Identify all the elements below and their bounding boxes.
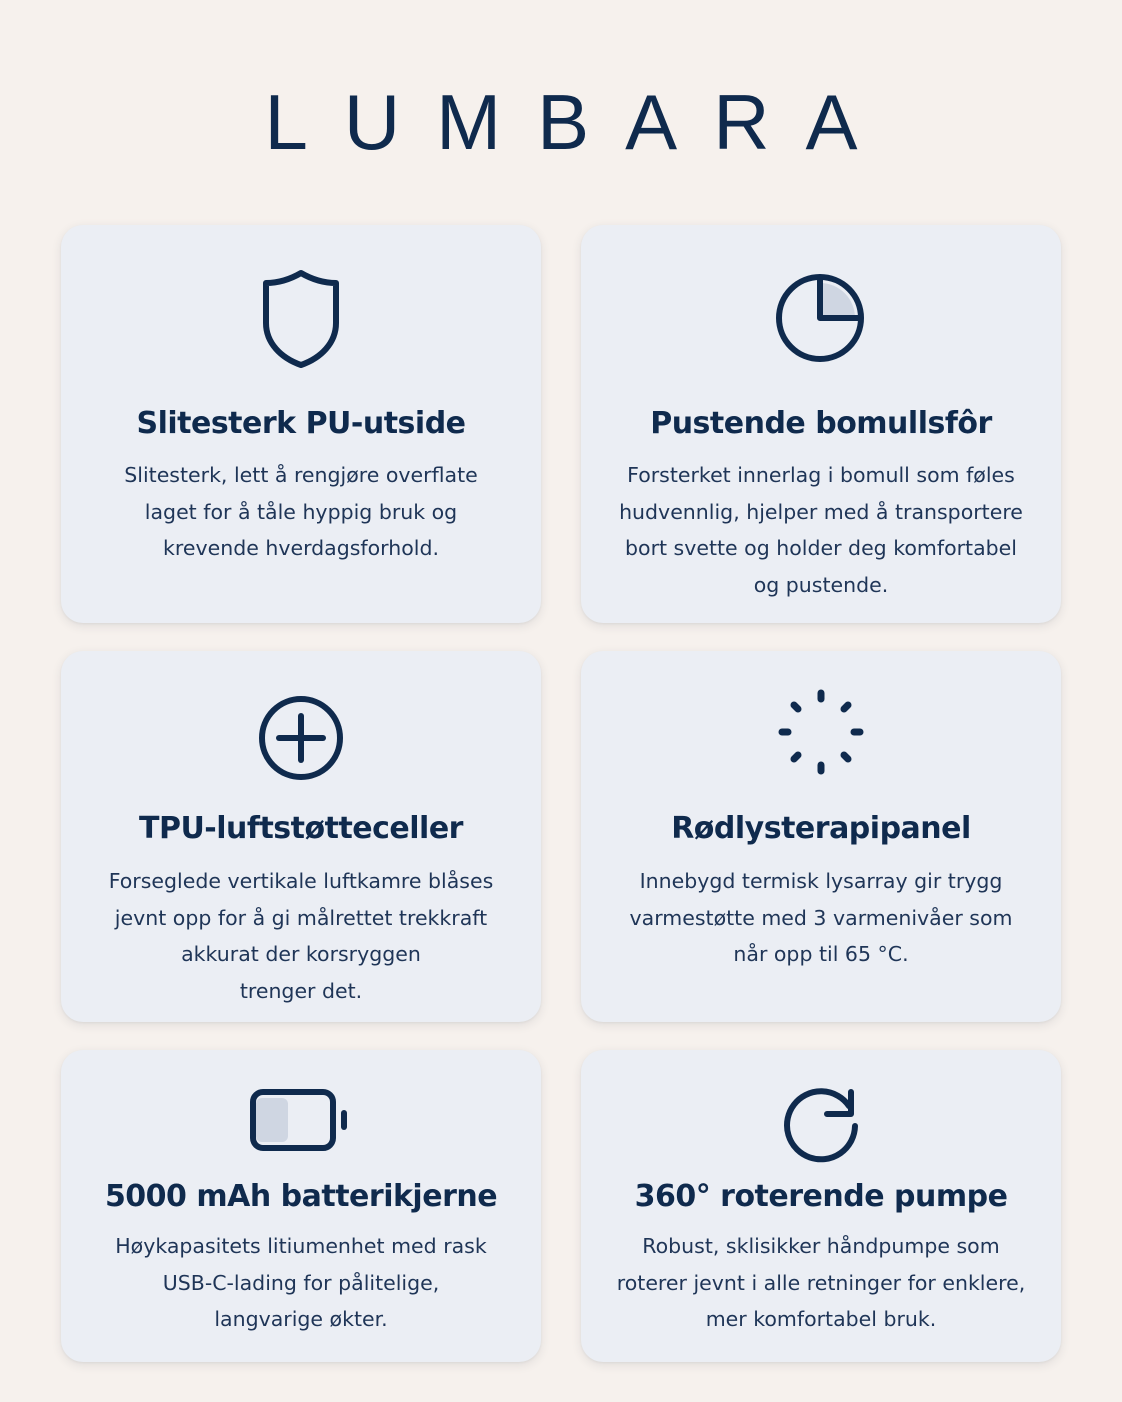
feature-title: 5000 mAh batterikjerne — [104, 1179, 498, 1214]
pie-clock-icon — [775, 268, 867, 368]
feature-card-red-light — [581, 651, 1061, 1022]
feature-description: Innebygd termisk lysarray gir trygg varmestøtte med 3 varmenivåer som når opp til 65 °C. — [629, 869, 1013, 966]
feature-title: 360° roterende pumpe — [634, 1179, 1008, 1214]
feature-card-rotating-pump — [581, 1050, 1061, 1362]
plus-circle-icon — [257, 694, 345, 782]
battery-icon — [249, 1088, 353, 1152]
loading-spinner-icon — [776, 687, 866, 777]
feature-title: Rødlysterapipanel — [671, 811, 971, 846]
feature-card-air-cells — [61, 651, 541, 1022]
feature-title: Slitesterk PU-utside — [136, 406, 466, 441]
feature-description: Forsterket innerlag i bomull som føles hudvennlig, hjelper med å transportere bort svette og holder deg komfortabel og pustende. — [619, 463, 1023, 597]
feature-title: TPU-luftstøtteceller — [139, 811, 463, 846]
feature-description: Slitesterk, lett å rengjøre overflate laget for å tåle hyppig bruk og krevende hverdagsforhold. — [124, 463, 478, 560]
brand-logo: LUMBARA — [264, 78, 894, 166]
feature-description: Robust, sklisikker håndpumpe som roterer jevnt i alle retninger for enklere, mer komfortabel bruk. — [616, 1234, 1026, 1331]
feature-card-battery — [61, 1050, 541, 1362]
feature-description: Forseglede vertikale luftkamre blåses jevnt opp for å gi målrettet trekkraft akkurat der korsryggen trenger det. — [108, 869, 494, 1003]
shield-icon — [261, 268, 341, 368]
feature-description: Høykapasitets litiumenhet med rask USB-C-lading for pålitelige, langvarige økter. — [115, 1234, 487, 1331]
rotate-arrow-icon — [779, 1082, 863, 1166]
feature-title: Pustende bomullsfôr — [650, 406, 992, 441]
feature-card-cotton-lining — [581, 225, 1061, 623]
feature-card-pu-exterior — [61, 225, 541, 623]
